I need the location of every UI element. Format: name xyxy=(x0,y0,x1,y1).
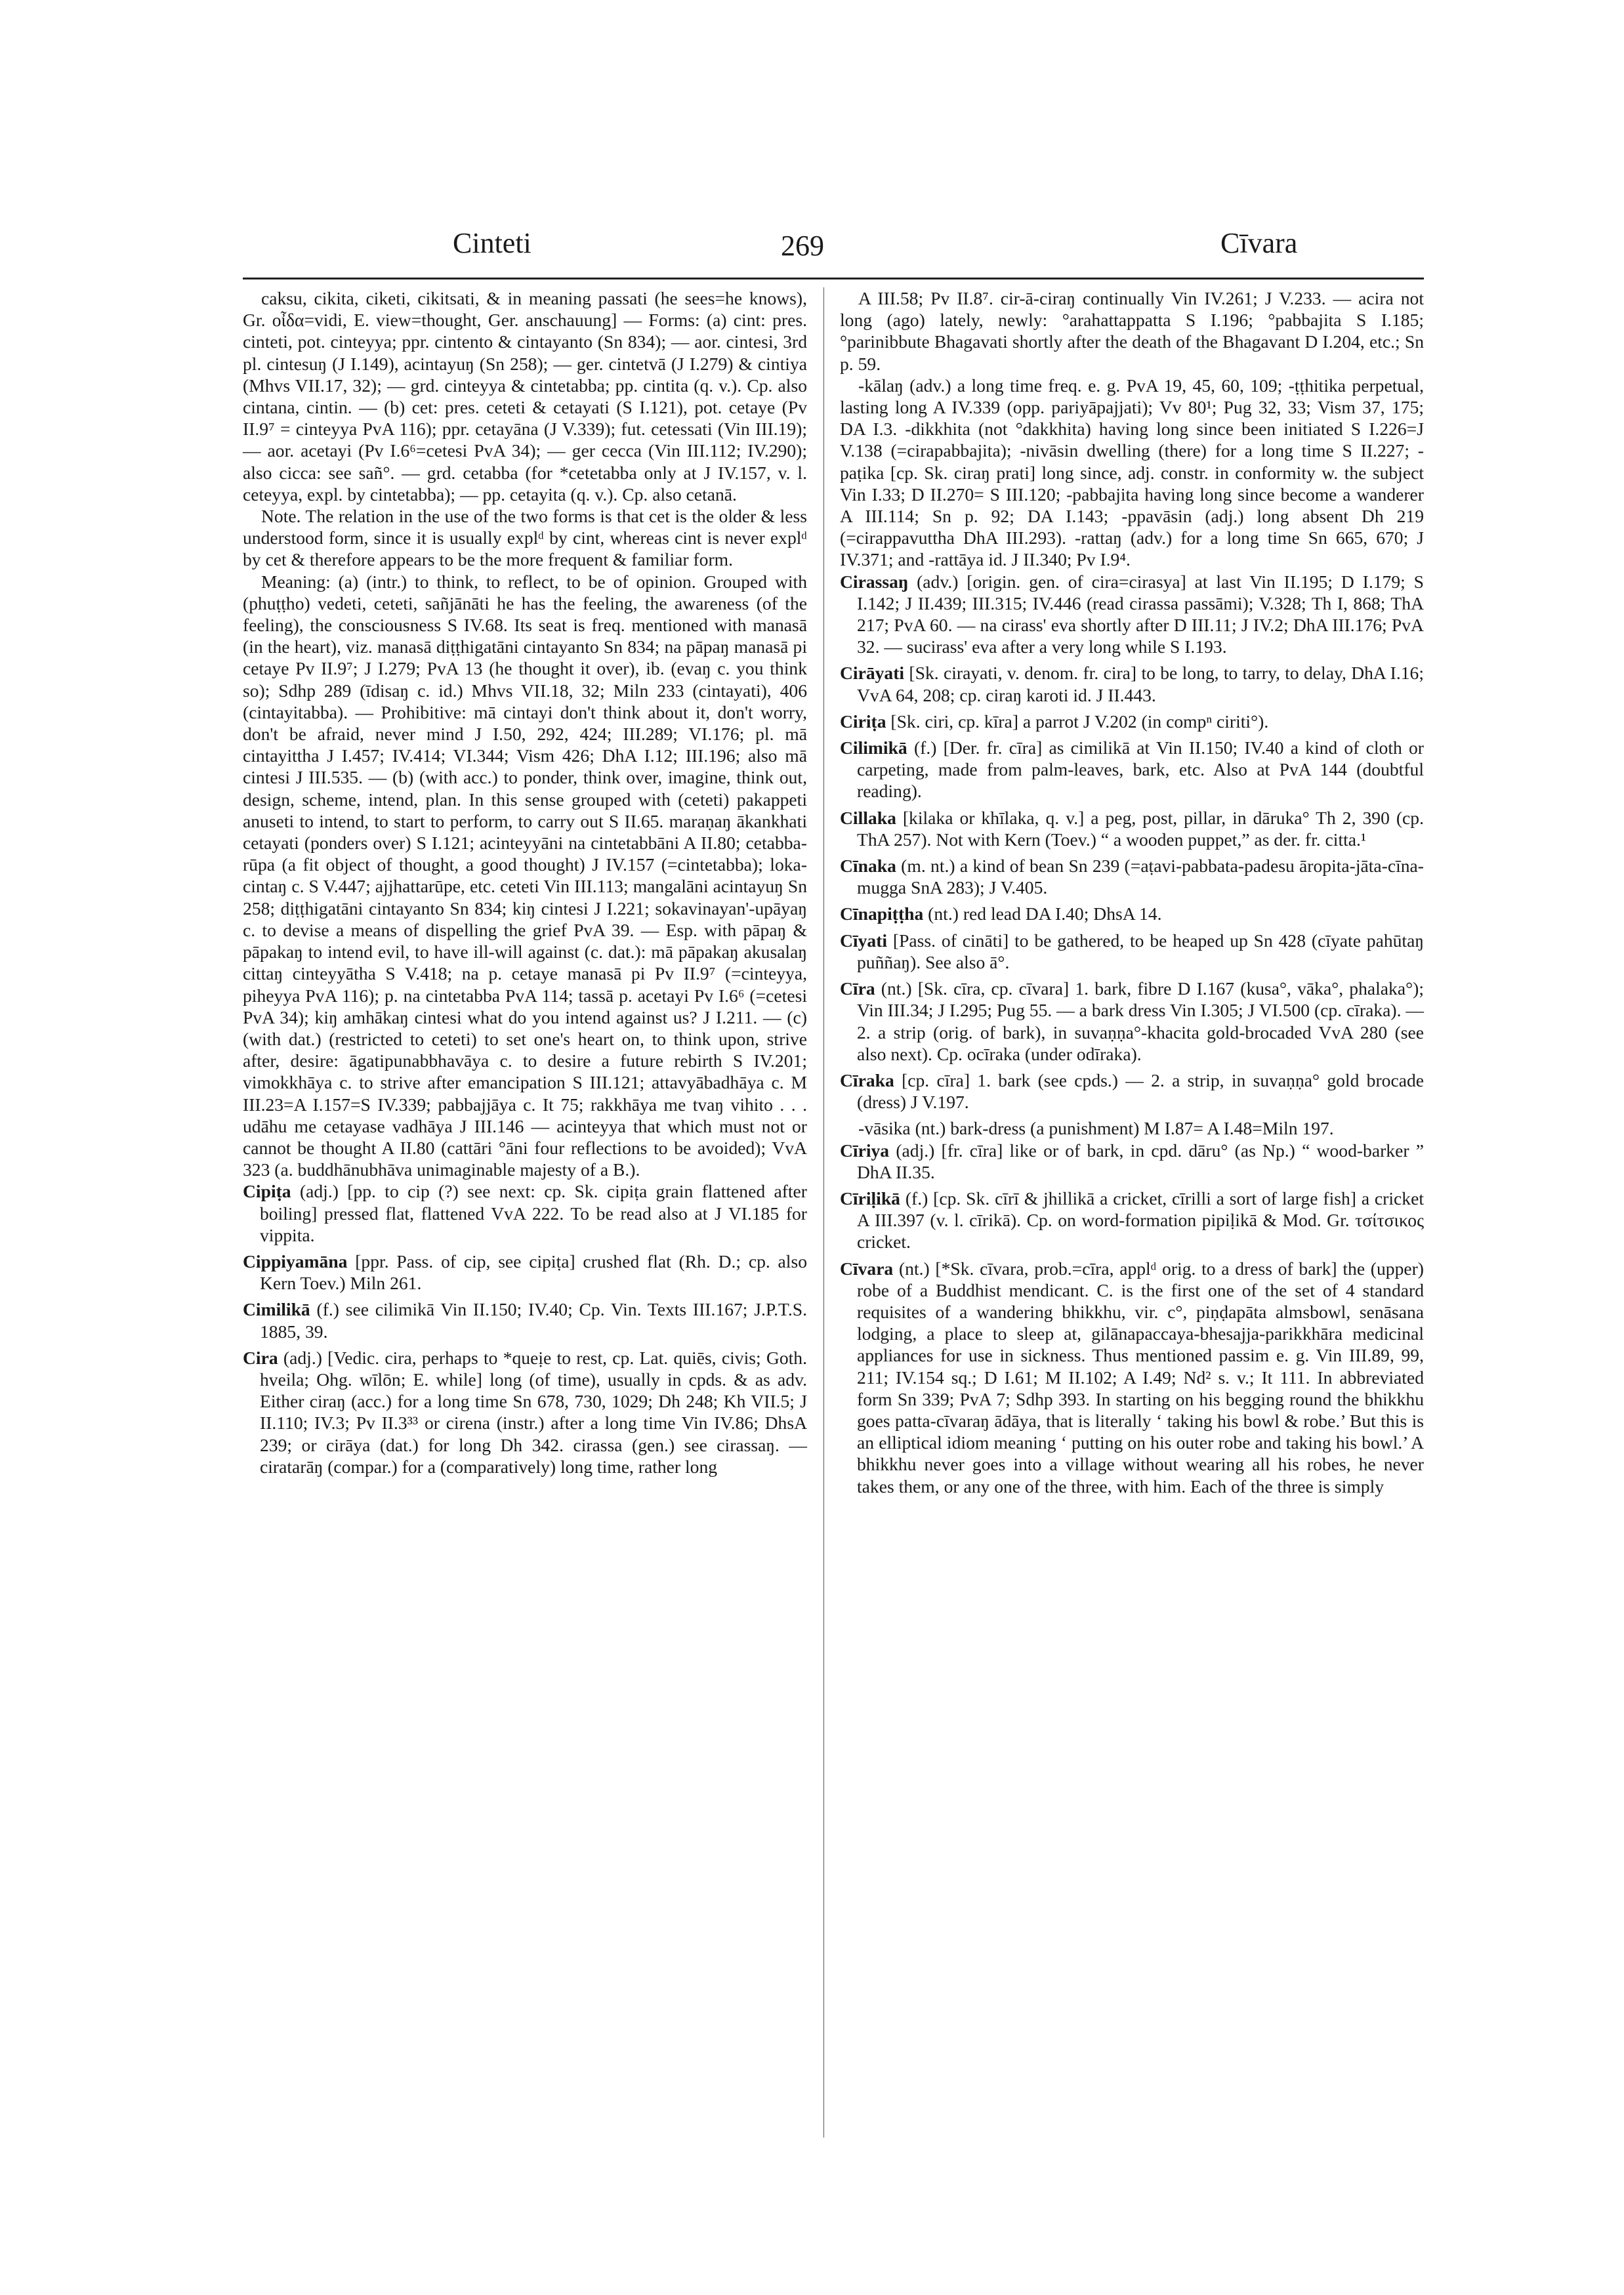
entry-paragraph: -kālaŋ (adv.) a long time freq. e. g. PvA 19, 45, 60, 109; -ṭṭhitika perpetual, lasting long A IV.339 (opp. pariyāpajjati); Vv 80¹; Pug 32, 33; Vism 37, 175; DA I.3. -dikkhita (not °dakkhita) having long since been initiated S I.226=J V.138 (=cirapabbajita); -nivāsin dwelling (there) for a long time S II.227; -paṭika [cp. Sk. ciraŋ prati] long since, adj. constr. in conformity w. the subject Vin I.33; D II.270= S III.120; -pabbajita having long since become a wanderer A III.114; Sn p. 92; DA I.143; -ppavāsin (adj.) long absent Dh 219 (=cirappavuttha DhA III.293). -rattaŋ (adv.) for a long time Sn 665, 670; J IV.371; and -rattāya id. J II.340; Pv I.9⁴. xyxy=(840,375,1424,570)
entry-paragraph: A III.58; Pv II.8⁷. cir-ā-ciraŋ continually Vin IV.261; J V.233. — acira not long (ago) lately, newly: °arahattappatta S I.196; °pabbajita S I.185; °parinibbute Bhagavati shortly after the death of the Bhagavant D I.204, etc.; Sn p. 59. xyxy=(840,288,1424,374)
left-column xyxy=(243,287,807,1482)
headword: Cira xyxy=(243,1347,278,1368)
entry-paragraph: -vāsika (nt.) bark-dress (a punishment) M I.87= A I.48=Miln 197. xyxy=(858,1118,1334,1139)
running-head xyxy=(0,226,1624,272)
entry-paragraph: caksu, cikita, ciketi, cikitsati, & in meaning passati (he sees=he knows), Gr. οἶδα=vidi, E. view=thought, Ger. anschauung] — Forms: (a) cint: pres. cinteti, pot. cinteyya; ppr. cintento & cintayanto (Sn 834); — aor. cintesi, 3rd pl. cintesuŋ (J I.149), acintayuŋ (Sn 258); — ger. cintetvā (J I.279) & cintiya (Mhvs VII.17, 32); — grd. cinteyya & cintetabba; pp. cintita (q. v.). Cp. also cintana, cintin. — (b) cet: pres. ceteti & cetayati (S I.121), pot. cetaye (Pv II.9⁷ = cinteyya PvA 116); ppr. cetayāna (J V.339); fut. cetessati (Vin III.19); — aor. acetayi (Pv I.6⁶=cetesi PvA 34); — ger cecca (Vin III.112; IV.290); also cicca: see sañ°. — grd. cetabba (for *cetetabba only at J IV.157, v. l. ceteyya, expl. by cintetabba); — pp. cetayita (q. v.). Cp. also cetanā. xyxy=(243,288,807,505)
dictionary-entry: Cillaka [kilaka or khīlaka, q. v.] a peg, post, pillar, in dāruka° Th 2, 390 (cp. ThA 257). Not with Kern (Toev.) “ a wooden puppet,” as der. fr. citta.¹ xyxy=(840,807,1424,850)
dictionary-entry: Cīra (nt.) [Sk. cīra, cp. cīvara] 1. bark, fibre D I.167 (kusa°, vāka°, phalaka°); Vin III.34; J I.295; Pug 55. — a bark dress Vin I.305; J VI.500 (cp. cīraka). — 2. a strip (orig. of bark), in suvaṇṇa°-khacita gold-brocaded VvA 280 (see also next). Cp. ocīraka (under odīraka). xyxy=(840,978,1424,1064)
header-last-word: Cīvara xyxy=(1220,227,1298,259)
dictionary-entry: Cilimikā (f.) [Der. fr. cīra] as cimilikā at Vin II.150; IV.40 a kind of cloth or carpeting, made from palm-leaves, bark, etc. Also at PvA 144 (doubtful reading). xyxy=(840,737,1424,802)
dictionary-entry: Cirassaŋ (adv.) [origin. gen. of cira=cirasya] at last Vin II.195; D I.179; S I.142; J II.439; III.315; IV.446 (read cirassa passāmi); V.328; Th I, 868; ThA 217; PvA 60. — na cirass' eva shortly after D III.11; J IV.2; DhA III.176; PvA 32. — sucirass' eva after a very long while S I.193. xyxy=(840,571,1424,657)
headword: Cīnapiṭṭha xyxy=(840,903,924,924)
dictionary-entry: Cipiṭa (adj.) [pp. to cip (?) see next: cp. Sk. cipiṭa grain flattened after boiling] pressed flat, flattened VvA 222. To be read also at J VI.185 for vippita. xyxy=(243,1181,807,1245)
headword: Cilimikā xyxy=(840,737,907,758)
headword: Cīriya xyxy=(840,1140,890,1161)
dictionary-entry: Cīnapiṭṭha (nt.) red lead DA I.40; DhsA 14. xyxy=(840,903,1162,924)
dictionary-entry: Cirāyati [Sk. cirayati, v. denom. fr. cira] to be long, to tarry, to delay, DhA I.16; VvA 64, 208; cp. ciraŋ karoti id. J II.443. xyxy=(840,663,1424,705)
headword: Cīvara xyxy=(840,1258,894,1279)
dictionary-entry: Cira (adj.) [Vedic. cira, perhaps to *queịe to rest, cp. Lat. quiēs, civis; Goth. hveila; Ohg. wīlōn; E. while] long (of time), usually in cpds. & as adv. Either ciraŋ (acc.) for a long time Sn 678, 730, 1029; Dh 248; Kh VII.5; J II.110; IV.3; Pv II.3³³ or cirena (instr.) after a long time Vin IV.86; DhsA 239; or cirāya (dat.) for long Dh 342. cirassa (gen.) see cirassaŋ. — ciratarāŋ (compar.) for a (comparatively) long time, rather long xyxy=(243,1347,807,1477)
headword: Cippiyamāna xyxy=(243,1251,348,1272)
dictionary-entry: Cimilikā (f.) see cilimikā Vin II.150; IV.40; Cp. Vin. Texts III.167; J.P.T.S. 1885, 39. xyxy=(243,1299,807,1342)
headword: Cirāyati xyxy=(840,663,905,684)
header-rule xyxy=(243,278,1424,279)
dictionary-entry: Ciriṭa [Sk. ciri, cp. kīra] a parrot J V.202 (in compⁿ ciriti°). xyxy=(840,711,1269,732)
header-first-word: Cinteti xyxy=(453,227,531,259)
headword: Cīriḷikā xyxy=(840,1188,900,1209)
headword: Cīyati xyxy=(840,930,888,951)
dictionary-entry: Cīnaka (m. nt.) a kind of bean Sn 239 (=aṭavi-pabbata-padesu āropita-jāta-cīna-mugga SnA 283); J V.405. xyxy=(840,856,1424,898)
dictionary-entry: Cīriḷikā (f.) [cp. Sk. cīrī & jhillikā a cricket, cīrilli a sort of large fish] a cricket A III.397 (v. l. cīrikā). Cp. on word-formation pipiḷikā & Mod. Gr. τσίτσικος cricket. xyxy=(840,1188,1424,1252)
headword: Cirassaŋ xyxy=(840,571,909,592)
headword: Cipiṭa xyxy=(243,1181,291,1202)
dictionary-entry: Cīyati [Pass. of cināti] to be gathered, to be heaped up Sn 428 (cīyate pahūtaŋ puññaŋ). See also ā°. xyxy=(840,930,1424,972)
entry-paragraph: Note. The relation in the use of the two forms is that cet is the older & less understood form, since it is usually explᵈ by cint, whereas cint is never explᵈ by cet & therefore appears to be the more frequent & familiar form. xyxy=(243,506,807,570)
entry-paragraph: Meaning: (a) (intr.) to think, to reflect, to be of opinion. Grouped with (phuṭṭho) vedeti, ceteti, sañjānāti he has the feeling, the awareness (of the feeling), the consciousness S IV.68. Its seat is freq. mentioned with manasā (in the heart), viz. manasā diṭṭhigatāni cintayanto Sn 834; na pāpaŋ manasā pi cetaye Pv II.9⁷; J I.279; PvA 13 (he thought it over), ib. (evaŋ c. you think so); Sdhp 289 (īdisaŋ c. id.) Mhvs VII.18, 32; Miln 233 (cintayati), 406 (cintayitabba). — Prohibitive: mā cintayi don't think about it, don't worry, don't be afraid, never mind J I.50, 292, 424; III.289; VI.176; pl. mā cintayittha J I.457; IV.414; VI.344; Vism 426; DhA I.12; III.196; also mā cintesi J III.535. — (b) (with acc.) to ponder, think over, imagine, think out, design, scheme, intend, plan. In this sense grouped with (ceteti) pakappeti anuseti to intend, to start to perform, to carry out S II.65. maraṇaŋ ākankhati cetayati (ponders over) S I.121; acinteyyāni na cintetabbāni A II.80; cetabba-rūpa (a fit object of thought, a good thought) J IV.157 (=cintetabba); loka-cintaŋ c. S V.447; ajjhattarūpe, etc. ceteti Vin III.113; mangalāni acintayuŋ Sn 258; diṭṭhigatāni cintayanto Sn 834; kiŋ cintesi J I.221; sokavinayan'-upāyaŋ c. to devise a means of dispelling the grief PvA 39. — Esp. with pāpaŋ & pāpakaŋ to intend evil, to have ill-will against (c. dat.): mā pāpakaŋ akusalaŋ cittaŋ cinteyyātha S V.418; na p. cetaye manasā pi Pv II.9⁷ (=cinteyya, piheyya PvA 116); p. na cintetabba PvA 114; tassā p. acetayi Pv I.6⁶ (=cetesi PvA 34); kiŋ amhākaŋ cintesi what do you intend against us? J I.211. — (c) (with dat.) (restricted to ceteti) to set one's heart on, to think upon, strive after, desire: āgatipunabbhavāya c. to desire a future rebirth S IV.201; vimokkhāya c. to strive after emancipation S III.121; attavyābadhāya c. M III.23=A I.157=S IV.339; pabbajjāya c. It 75; rakkhāya me tvaŋ vihito . . . udāhu me cetayase vadhāya J III.146 — acinteyya that which must not or cannot be thought A II.80 (cattāri °āni four reflections to be avoided); VvA 323 (a. buddhānubhāva unimaginable majesty of a B.). xyxy=(243,571,807,1180)
dictionary-entry: Cīvara (nt.) [*Sk. cīvara, prob.=cīra, applᵈ orig. to a dress of bark] the (upper) robe of a Buddhist mendicant. C. is the first one of the set of 4 standard requisites of a wandering bhikkhu, vir. c°, piṇḍapāta almsbowl, senāsana lodging, a place to sleep at, gilānapaccaya-bhesajja-parikkhāra medicinal appliances for use in sickness. Thus mentioned passim e. g. Vin III.89, 99, 211; IV.154 sq.; D I.61; M II.102; A I.49; Nd² s. v.; It 111. In abbreviated form Sn 339; PvA 7; Sdhp 393. In starting on his begging round the bhikkhu goes patta-cīvaraŋ ādāya, that is literally ‘ taking his bowl & robe.’ But this is an elliptical idiom meaning ‘ putting on his outer robe and taking his bowl.’ A bhikkhu never goes into a village without wearing all his robes, he never takes them, or any one of the three, with him. Each of the three is simply xyxy=(840,1258,1424,1497)
headword: Cīra xyxy=(840,978,875,999)
headword: Cīraka xyxy=(840,1069,894,1090)
page-number: 269 xyxy=(781,230,824,262)
headword: Ciriṭa xyxy=(840,711,886,732)
dictionary-entry: Cīriya (adj.) [fr. cīra] like or of bark, in cpd. dāru° (as Np.) “ wood-barker ” DhA II.35. xyxy=(840,1140,1424,1182)
right-column xyxy=(840,287,1424,1502)
headword: Cillaka xyxy=(840,807,896,828)
column-divider xyxy=(823,287,824,2138)
dictionary-entry: Cīraka [cp. cīra] 1. bark (see cpds.) — 2. a strip, in suvaṇṇa° gold brocade (dress) J V.197. xyxy=(840,1069,1424,1113)
dictionary-entry: Cippiyamāna [ppr. Pass. of cip, see cipiṭa] crushed flat (Rh. D.; cp. also Kern Toev.) Miln 261. xyxy=(243,1251,807,1294)
headword: Cimilikā xyxy=(243,1299,310,1320)
headword: Cīnaka xyxy=(840,856,896,877)
